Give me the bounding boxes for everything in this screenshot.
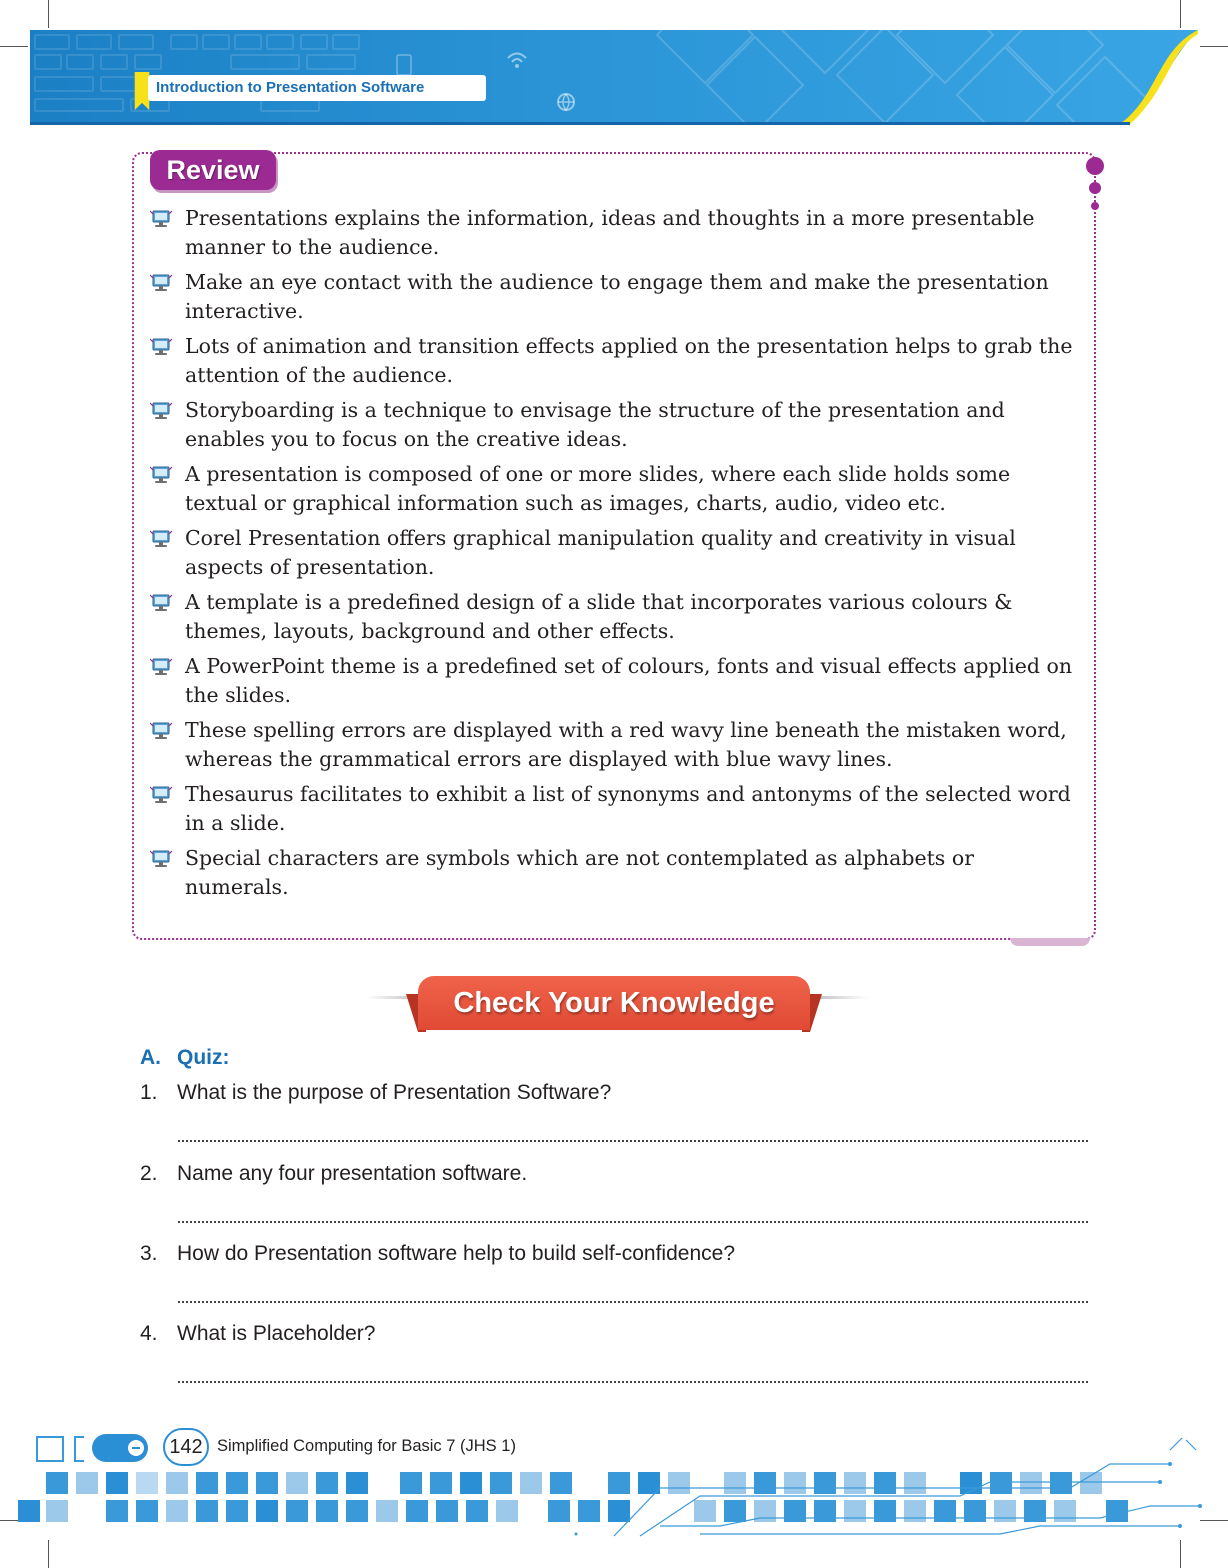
review-item [150, 780, 1080, 838]
computer-monitor-icon [150, 785, 172, 805]
footer-circuit-pattern [0, 1430, 1228, 1540]
chapter-title: Introduction to Presentation Software [148, 75, 486, 101]
answer-line[interactable] [178, 1221, 1088, 1223]
review-item-text: Special characters are symbols which are not contemplated as alphabets or numerals. [185, 846, 974, 899]
calculator-icon [396, 54, 412, 76]
header-underline [30, 122, 1130, 125]
computer-monitor-icon [150, 465, 172, 485]
crop-mark [0, 46, 28, 47]
crop-mark [48, 0, 49, 28]
quiz-question [140, 1081, 1090, 1105]
quiz-question [140, 1322, 1090, 1346]
review-item [150, 588, 1080, 646]
review-item [150, 844, 1080, 902]
question-text: Name any four presentation software. [177, 1162, 528, 1185]
answer-line[interactable] [178, 1301, 1088, 1303]
quiz-question [140, 1162, 1090, 1186]
review-item [150, 652, 1080, 710]
review-item-text: A PowerPoint theme is a predefined set of colours, fonts and visual effects applied on the slides. [185, 654, 1073, 707]
question-number: 4. [140, 1322, 158, 1345]
review-item [150, 524, 1080, 582]
question-text: What is Placeholder? [177, 1322, 376, 1345]
review-item-text: Thesaurus facilitates to exhibit a list of synonyms and antonyms of the selected word in a slide. [185, 782, 1071, 835]
review-item [150, 716, 1080, 774]
answer-line[interactable] [178, 1381, 1088, 1383]
crop-mark [1200, 46, 1228, 47]
review-item-text: Presentations explains the information, ideas and thoughts in a more presentable manner to the audience. [185, 206, 1035, 259]
crop-mark [1180, 0, 1181, 28]
wifi-icon [506, 50, 528, 70]
computer-monitor-icon [150, 209, 172, 229]
computer-monitor-icon [150, 657, 172, 677]
quiz-title: Quiz: [177, 1046, 230, 1069]
check-knowledge-title: Check Your Knowledge [418, 976, 810, 1030]
review-item [150, 332, 1080, 390]
quiz-letter: A. [140, 1046, 161, 1069]
computer-monitor-icon [150, 337, 172, 357]
review-label: Review [150, 150, 276, 190]
computer-monitor-icon [150, 721, 172, 741]
computer-monitor-icon [150, 529, 172, 549]
review-item-text: A presentation is composed of one or more slides, where each slide holds some textual or graphical information such as images, charts, audio, video etc. [185, 462, 1011, 515]
check-knowledge-banner [406, 976, 822, 1034]
question-number: 1. [140, 1081, 158, 1104]
question-text: How do Presentation software help to build self-confidence? [177, 1242, 735, 1265]
review-item-text: These spelling errors are displayed with a red wavy line beneath the mistaken word, whereas the grammatical errors are displayed with blue wavy lines. [185, 718, 1067, 771]
review-item-text: Storyboarding is a technique to envisage the structure of the presentation and enables you to focus on the creative ideas. [185, 398, 1005, 451]
decorative-dots [1084, 156, 1108, 216]
computer-monitor-icon [150, 273, 172, 293]
review-item [150, 460, 1080, 518]
review-item [150, 268, 1080, 326]
book-title: Simplified Computing for Basic 7 (JHS 1) [217, 1437, 516, 1455]
computer-monitor-icon [150, 401, 172, 421]
crop-mark [1180, 1540, 1181, 1568]
globe-icon [556, 92, 576, 112]
question-text: What is the purpose of Presentation Software? [177, 1081, 612, 1104]
header-swoosh [1058, 30, 1198, 130]
question-number: 2. [140, 1162, 158, 1185]
review-list [150, 204, 1080, 908]
review-item-text: Corel Presentation offers graphical manipulation quality and creativity in visual aspects of presentation. [185, 526, 1016, 579]
quiz-question [140, 1242, 1090, 1266]
review-item-text: Make an eye contact with the audience to engage them and make the presentation interactive. [185, 270, 1049, 323]
computer-monitor-icon [150, 849, 172, 869]
review-box-shadow [1010, 938, 1090, 946]
review-item-text: Lots of animation and transition effects applied on the presentation helps to grab the attention of the audience. [185, 334, 1073, 387]
answer-line[interactable] [178, 1140, 1088, 1142]
quiz-heading [140, 1046, 230, 1070]
review-item [150, 204, 1080, 262]
review-item-text: A template is a predefined design of a slide that incorporates various colours & themes, layouts, background and other effects. [185, 590, 1013, 643]
computer-monitor-icon [150, 593, 172, 613]
page-number: 142 [163, 1428, 209, 1466]
review-item [150, 396, 1080, 454]
crop-mark [48, 1540, 49, 1568]
question-number: 3. [140, 1242, 158, 1265]
